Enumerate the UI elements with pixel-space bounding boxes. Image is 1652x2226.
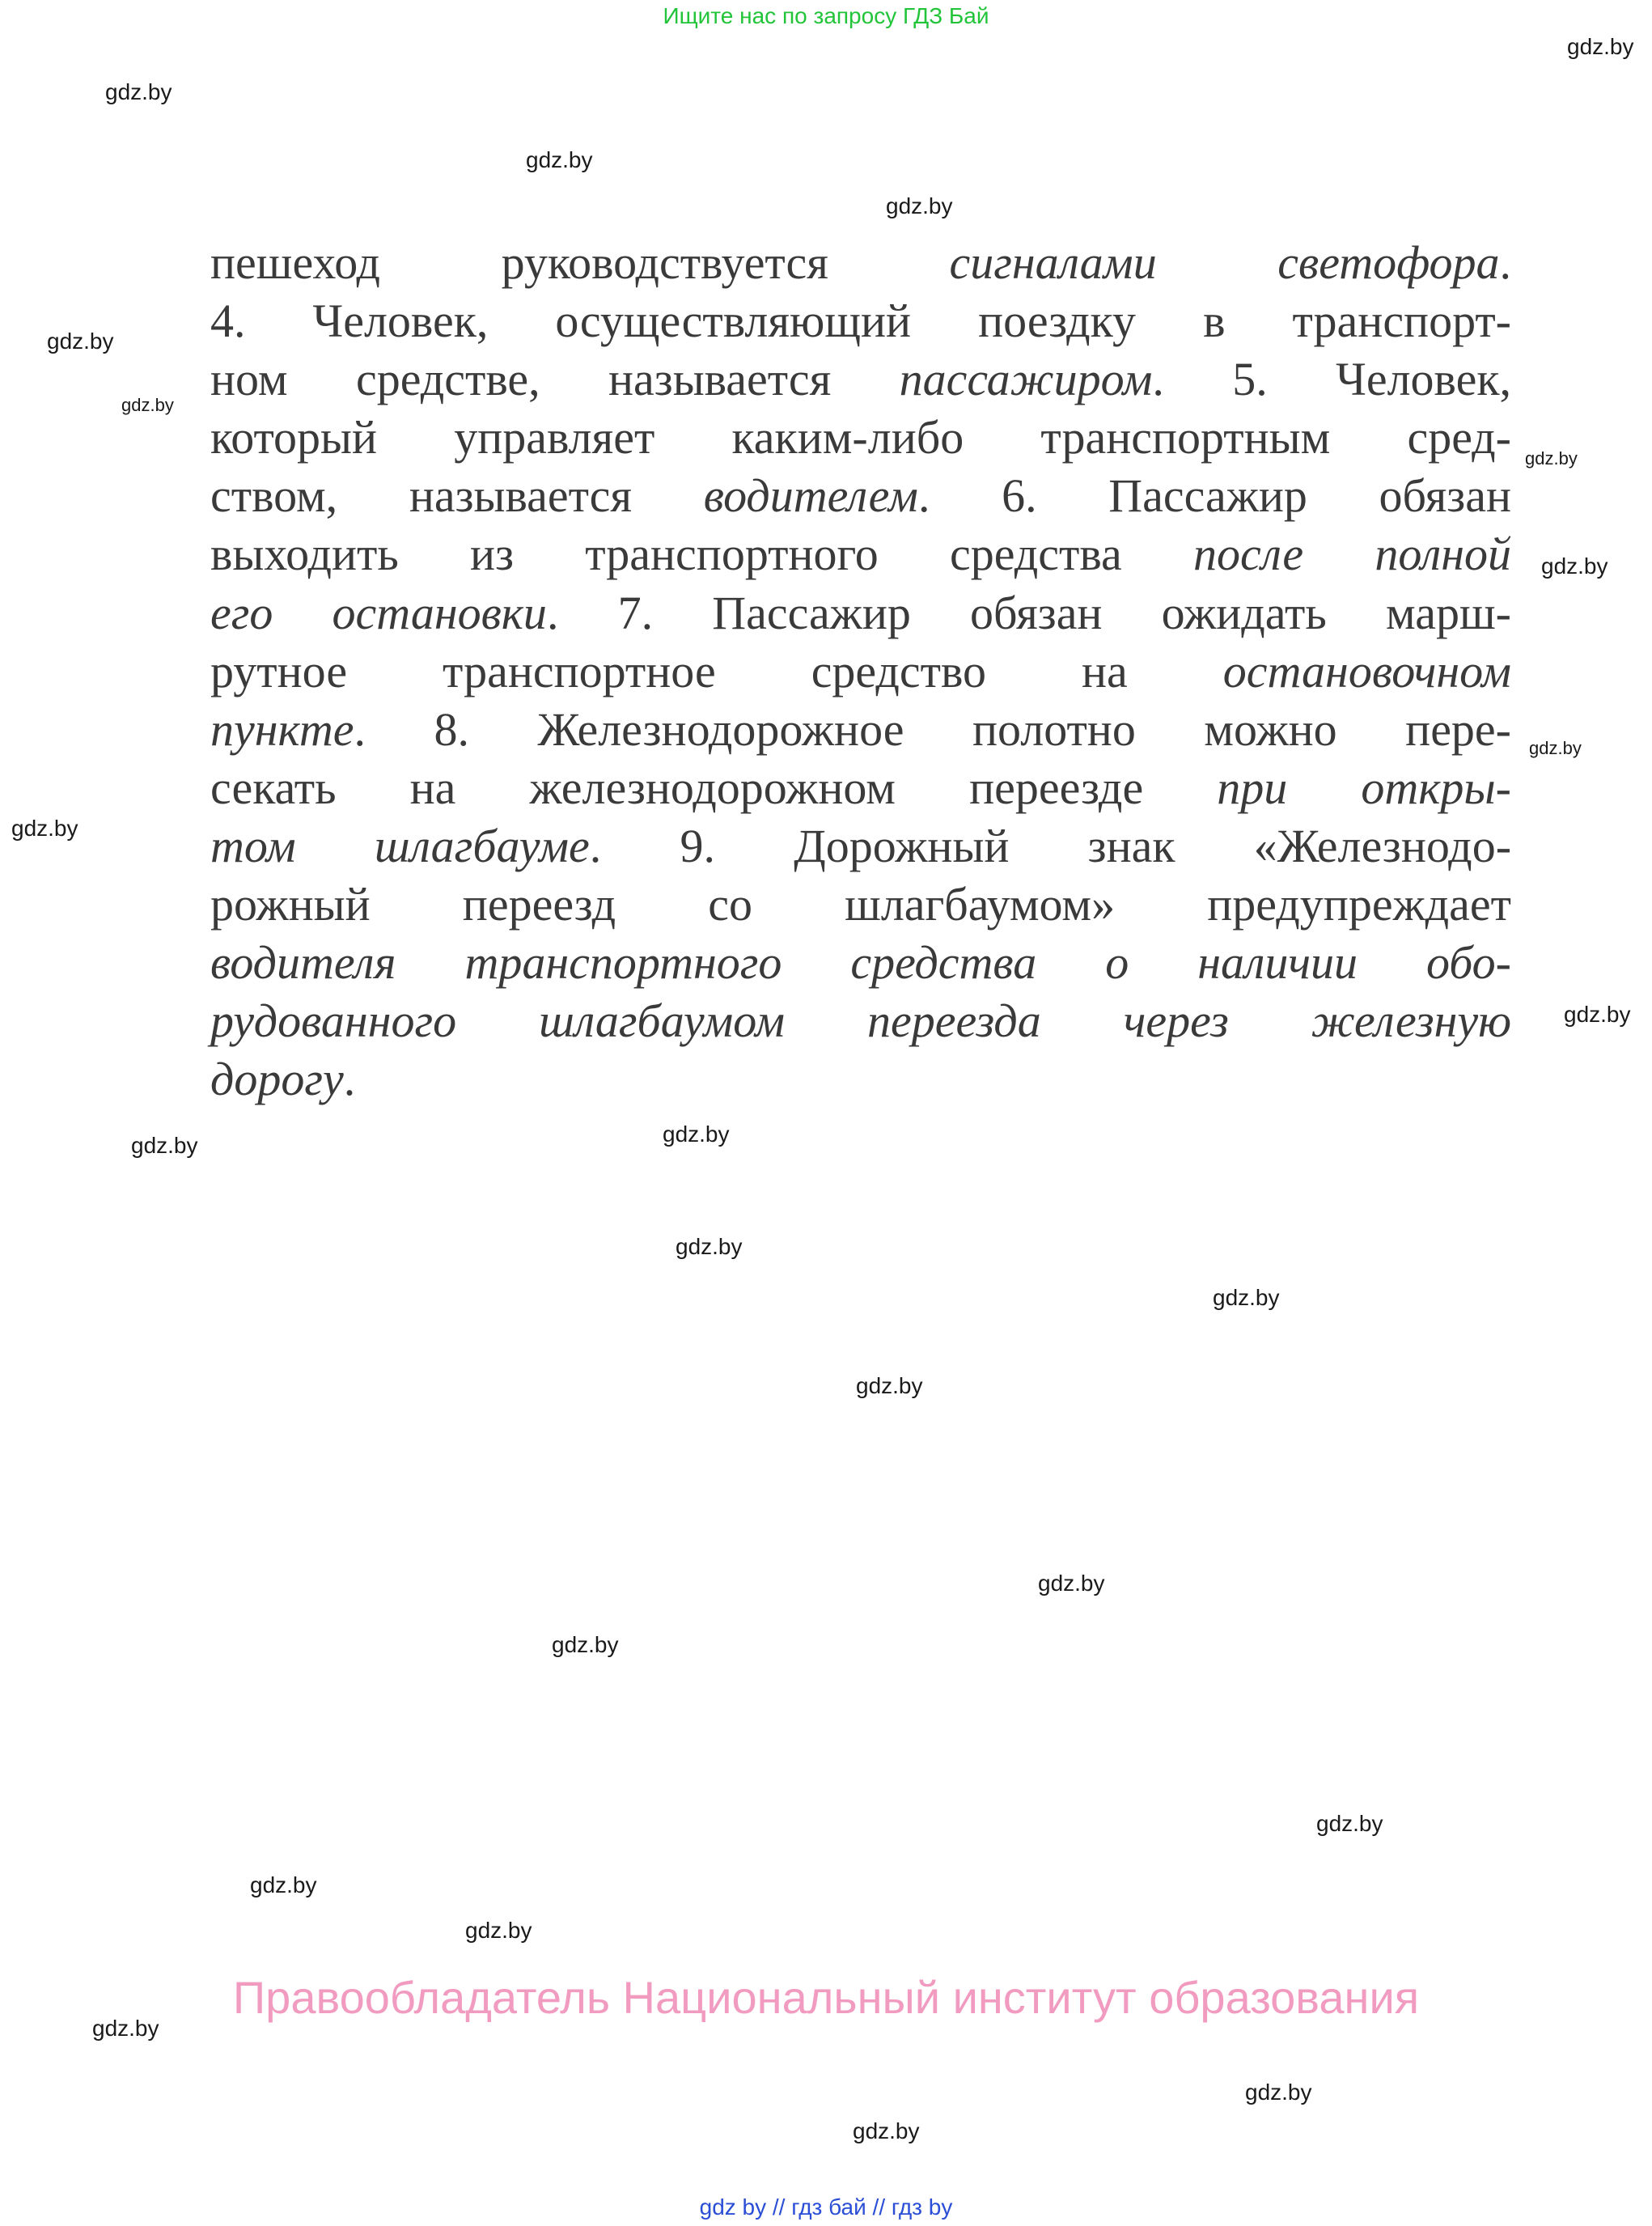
text-segment: секать на железнодорожном переезде xyxy=(210,761,1218,814)
italic-answer: после полной xyxy=(1192,528,1511,581)
text-segment: рутное транспортное средство на xyxy=(210,644,1223,697)
text-segment: . 8. Железнодорожное полотно можно пере- xyxy=(354,702,1511,756)
text-segment: пешеход руководствуется xyxy=(210,236,950,289)
watermark: gdz.by xyxy=(853,2118,920,2143)
watermark: gdz.by xyxy=(1213,1285,1280,1310)
text-line xyxy=(210,292,1511,350)
watermark: gdz.by xyxy=(1038,1571,1105,1596)
text-line xyxy=(210,584,1511,642)
text-line xyxy=(210,642,1511,701)
text-segment: . 7. Пассажир обязан ожидать марш- xyxy=(546,586,1511,639)
watermark: gdz.by xyxy=(121,395,174,415)
watermark: gdz.by xyxy=(552,1632,619,1657)
copyright-notice: Правообладатель Национальный институт образования xyxy=(232,1972,1420,2023)
watermark: gdz.by xyxy=(886,193,953,218)
text-line xyxy=(210,525,1511,583)
watermark: gdz.by xyxy=(465,1918,532,1943)
text-line xyxy=(210,1050,1511,1109)
watermark: gdz.by xyxy=(47,329,114,354)
watermark: gdz.by xyxy=(663,1121,730,1147)
watermark: gdz.by xyxy=(1529,738,1582,758)
watermark: gdz.by xyxy=(131,1133,198,1158)
text-segment: . 5. Человек, xyxy=(1152,353,1511,406)
italic-answer: водителем xyxy=(703,469,918,523)
italic-answer: рудованного шлагбаумом переезда через железную xyxy=(210,994,1511,1048)
text-line xyxy=(210,817,1511,876)
text-segment: . 6. Пассажир обязан xyxy=(917,469,1511,523)
text-segment: . xyxy=(1499,236,1512,289)
text-segment: ном средстве, называется xyxy=(210,353,900,406)
watermark: gdz.by xyxy=(250,1872,317,1897)
italic-answer: водителя транспортного средства о наличии обо- xyxy=(210,936,1511,990)
italic-answer: его остановки xyxy=(210,586,547,639)
text-line xyxy=(210,876,1511,934)
watermark: gdz.by xyxy=(92,2016,159,2041)
italic-answer: том шлагбауме xyxy=(210,819,590,872)
search-hint: Ищите нас по запросу ГДЗ Бай xyxy=(663,3,989,28)
footer-links[interactable]: gdz by // гдз бай // гдз by xyxy=(699,2194,953,2220)
text-segment: выходить из транспортного средства xyxy=(210,528,1193,581)
italic-answer: сигналами светофора xyxy=(949,236,1500,289)
text-segment: рожный переезд со шлагбаумом» предупреждает xyxy=(210,878,1511,931)
watermark: gdz.by xyxy=(1316,1811,1383,1836)
text-line xyxy=(210,759,1511,817)
text-segment: 4. Человек, осуществляющий поездку в транспорт- xyxy=(210,295,1511,348)
text-line xyxy=(210,350,1511,409)
text-line xyxy=(210,234,1511,292)
answer-text xyxy=(210,234,1511,1109)
text-segment: . xyxy=(343,1053,356,1106)
watermark: gdz.by xyxy=(1541,553,1608,579)
text-segment: . 9. Дорожный знак «Железнодо- xyxy=(589,819,1512,872)
italic-answer: пункте xyxy=(210,702,354,756)
watermark: gdz.by xyxy=(1245,2080,1312,2105)
watermark: gdz.by xyxy=(11,816,78,841)
italic-answer: при откры- xyxy=(1217,761,1511,814)
text-line xyxy=(210,467,1511,525)
watermark: gdz.by xyxy=(1525,448,1578,469)
italic-answer: дорогу xyxy=(210,1053,344,1106)
watermark: gdz.by xyxy=(526,147,593,172)
text-line xyxy=(210,934,1511,992)
italic-answer: пассажиром xyxy=(899,353,1153,406)
text-line xyxy=(210,701,1511,759)
text-segment: ством, называется xyxy=(210,469,704,523)
watermark: gdz.by xyxy=(105,79,172,104)
text-segment: который управляет каким-либо транспортным сред- xyxy=(210,411,1511,464)
watermark: gdz.by xyxy=(1567,34,1634,59)
text-line xyxy=(210,409,1511,467)
watermark: gdz.by xyxy=(1564,1002,1631,1027)
watermark: gdz.by xyxy=(676,1234,743,1259)
italic-answer: остановочном xyxy=(1222,644,1511,697)
watermark: gdz.by xyxy=(856,1373,923,1398)
text-line xyxy=(210,992,1511,1050)
